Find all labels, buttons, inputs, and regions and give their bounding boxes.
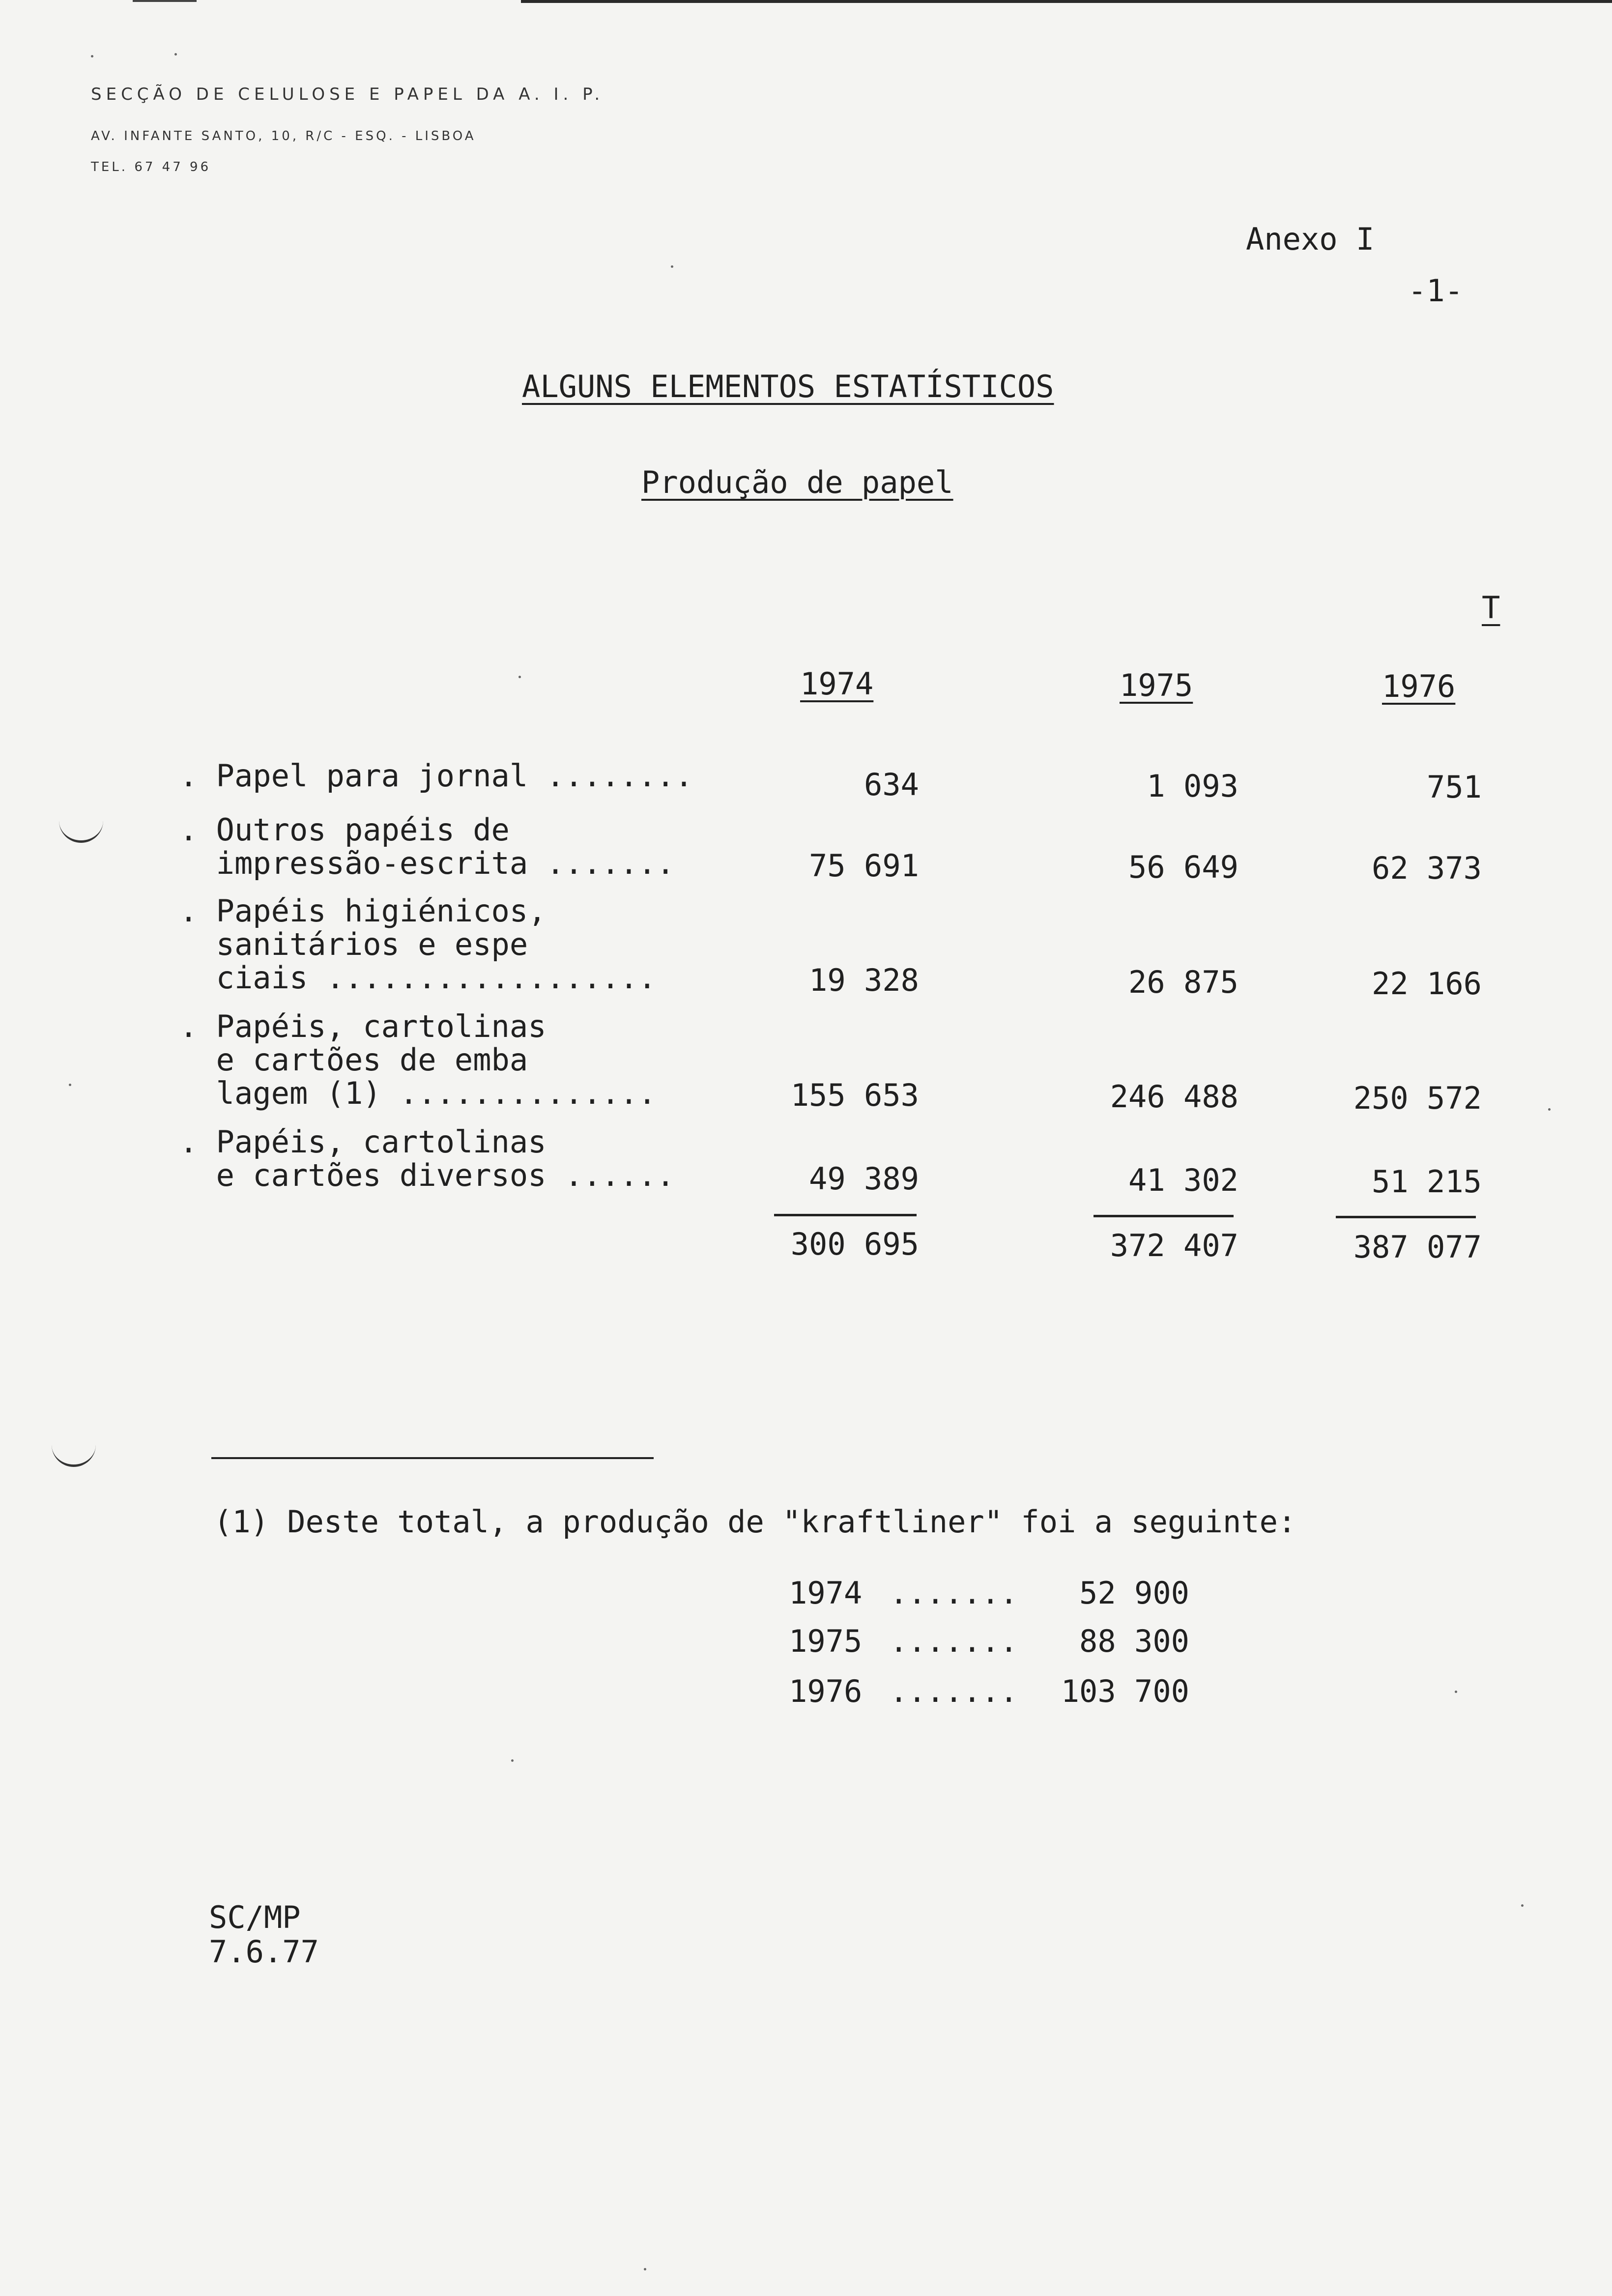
row-label-hygienic: . Papéis higiénicos, sanitários e espe ciais ..................	[179, 893, 657, 996]
kraftliner-dots: .......	[890, 1673, 1018, 1709]
scan-speck	[69, 1084, 71, 1086]
row-label-printing: . Outros papéis de impressão-escrita .......	[179, 812, 675, 881]
row-value: 246 488	[1110, 1079, 1238, 1115]
total-value-1976: 387 077	[1353, 1229, 1482, 1265]
margin-tick-mark	[52, 1445, 96, 1467]
kraftliner-value: 103 700	[1061, 1673, 1189, 1709]
kraftliner-year: 1976	[789, 1673, 863, 1709]
scan-edge-mark	[133, 0, 197, 2]
author-initials: SC/MP	[209, 1899, 301, 1935]
scan-speck	[174, 53, 177, 56]
row-value: 51 215	[1372, 1164, 1482, 1200]
letterhead-address: AV. INFANTE SANTO, 10, R/C - ESQ. - LISBOA	[91, 129, 476, 144]
scan-speck	[1521, 1904, 1524, 1907]
document-title: ALGUNS ELEMENTOS ESTATÍSTICOS	[522, 369, 1054, 404]
scan-speck	[91, 55, 93, 57]
row-value: 19 328	[809, 962, 919, 998]
year-header-1975: 1975	[1120, 667, 1193, 703]
kraftliner-year: 1975	[789, 1623, 863, 1659]
footnote-separator	[211, 1457, 654, 1459]
year-header-1974: 1974	[800, 666, 874, 702]
page-number: -1-	[1408, 273, 1463, 309]
row-label-newsprint: . Papel para jornal ........	[179, 758, 693, 794]
footnote-text: (1) Deste total, a produção de "kraftliner" foi a seguinte:	[214, 1504, 1296, 1540]
letterhead-phone: TEL. 67 47 96	[91, 160, 211, 174]
row-value: 75 691	[809, 848, 919, 884]
kraftliner-value: 52 900	[1079, 1575, 1189, 1611]
annex-label: Anexo I	[1246, 221, 1375, 257]
total-value-1975: 372 407	[1110, 1228, 1238, 1263]
kraftliner-dots: .......	[890, 1623, 1018, 1659]
row-value: 751	[1427, 769, 1482, 805]
row-label-packaging: . Papéis, cartolinas e cartões de emba lagem (1) ..............	[179, 1008, 657, 1111]
scan-speck	[1548, 1108, 1551, 1111]
row-value: 22 166	[1372, 966, 1482, 1002]
margin-tick-mark	[59, 821, 103, 843]
sum-rule-1975	[1094, 1215, 1234, 1217]
year-header-1976: 1976	[1382, 668, 1456, 704]
row-value: 634	[864, 767, 919, 803]
sum-rule-1976	[1336, 1216, 1476, 1218]
row-value: 1 093	[1147, 768, 1238, 804]
scan-speck	[644, 2268, 646, 2270]
scan-speck	[671, 265, 673, 268]
scan-speck	[1455, 1691, 1457, 1693]
kraftliner-dots: .......	[890, 1575, 1018, 1611]
total-value-1974: 300 695	[790, 1226, 919, 1262]
kraftliner-year: 1974	[789, 1575, 863, 1611]
row-value: 62 373	[1372, 850, 1482, 886]
scan-speck	[511, 1759, 514, 1762]
row-value: 49 389	[809, 1161, 919, 1197]
row-value: 155 653	[790, 1077, 919, 1113]
row-label-various: . Papéis, cartolinas e cartões diversos ......	[179, 1124, 675, 1193]
row-value: 56 649	[1128, 849, 1238, 885]
sum-rule-1974	[774, 1214, 917, 1216]
scan-edge-line	[521, 0, 1612, 3]
letterhead-org: SECÇÃO DE CELULOSE E PAPEL DA A. I. P.	[91, 85, 604, 104]
document-date: 7.6.77	[209, 1934, 319, 1970]
row-value: 250 572	[1353, 1080, 1482, 1116]
row-value: 26 875	[1128, 964, 1238, 1000]
scan-speck	[518, 676, 521, 678]
row-value: 41 302	[1128, 1162, 1238, 1198]
document-subtitle: Produção de papel	[641, 464, 953, 500]
kraftliner-value: 88 300	[1079, 1623, 1189, 1659]
unit-label: T	[1482, 590, 1500, 626]
